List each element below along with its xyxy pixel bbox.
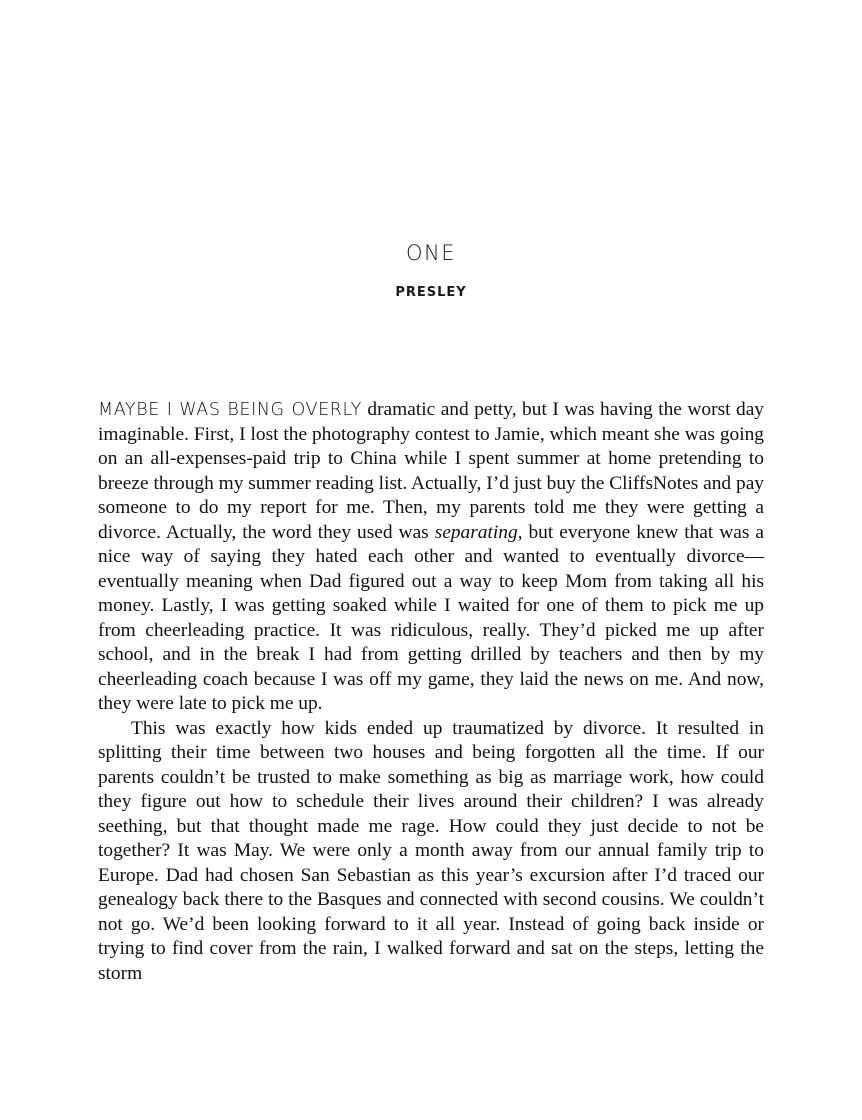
- paragraph-2: This was exactly how kids ended up traumatized by divorce. It resulted in splitting their time between two houses and being forgotten all the time. If our parents couldn’t be trusted to make something as big as marriage work, how could they figure out how to schedule their lives around their children? I was already seething, but that thought made me rage. How could they just decide to not be together? It was May. We were only a month away from our annual family trip to Europe. Dad had chosen San Sebastian as this year’s excursion after I’d traced our genealogy back there to the Basques and connected with second cousins. We couldn’t not go. We’d been looking forward to it all year. Instead of going back inside or trying to find cover from the rain, I walked forward and sat on the steps, letting the storm: [98, 717, 764, 984]
- chapter-body: [98, 398, 764, 986]
- chapter-number: ONE: [405, 241, 456, 265]
- paragraph-1: [98, 398, 764, 717]
- paragraph-1-italic: separating,: [434, 521, 523, 543]
- chapter-pov-name: PRESLEY: [395, 285, 467, 300]
- paragraph-1-text-a: dramatic and petty, but I was having the worst day imaginable. First, I lost the photography contest to Jamie, which meant she was going on an all-expenses-paid trip to China while I spent summer at home pretending to breeze through my summer reading list. Actually, I’d just buy the CliffsNotes and pay someone to do my report for me. Then, my parents told me they were getting a divorce. Actually, the word they used was: [98, 399, 764, 543]
- paragraph-lead-in: MAYBE I WAS BEING OVERLY: [98, 400, 362, 420]
- paragraph-1-text-b: but everyone knew that was a nice way of saying they hated each other and wanted to eventually divorce—eventually meaning when Dad figured out a way to keep Mom from taking all his money. Lastly, I was getting soaked while I waited for one of them to pick me up from cheerleading practice. It was ridiculous, really. They’d picked me up after school, and in the break I had from getting drilled by teachers and then by my cheerleading coach because I was off my game, they laid the news on me. And now, they were late to pick me up.: [98, 521, 764, 714]
